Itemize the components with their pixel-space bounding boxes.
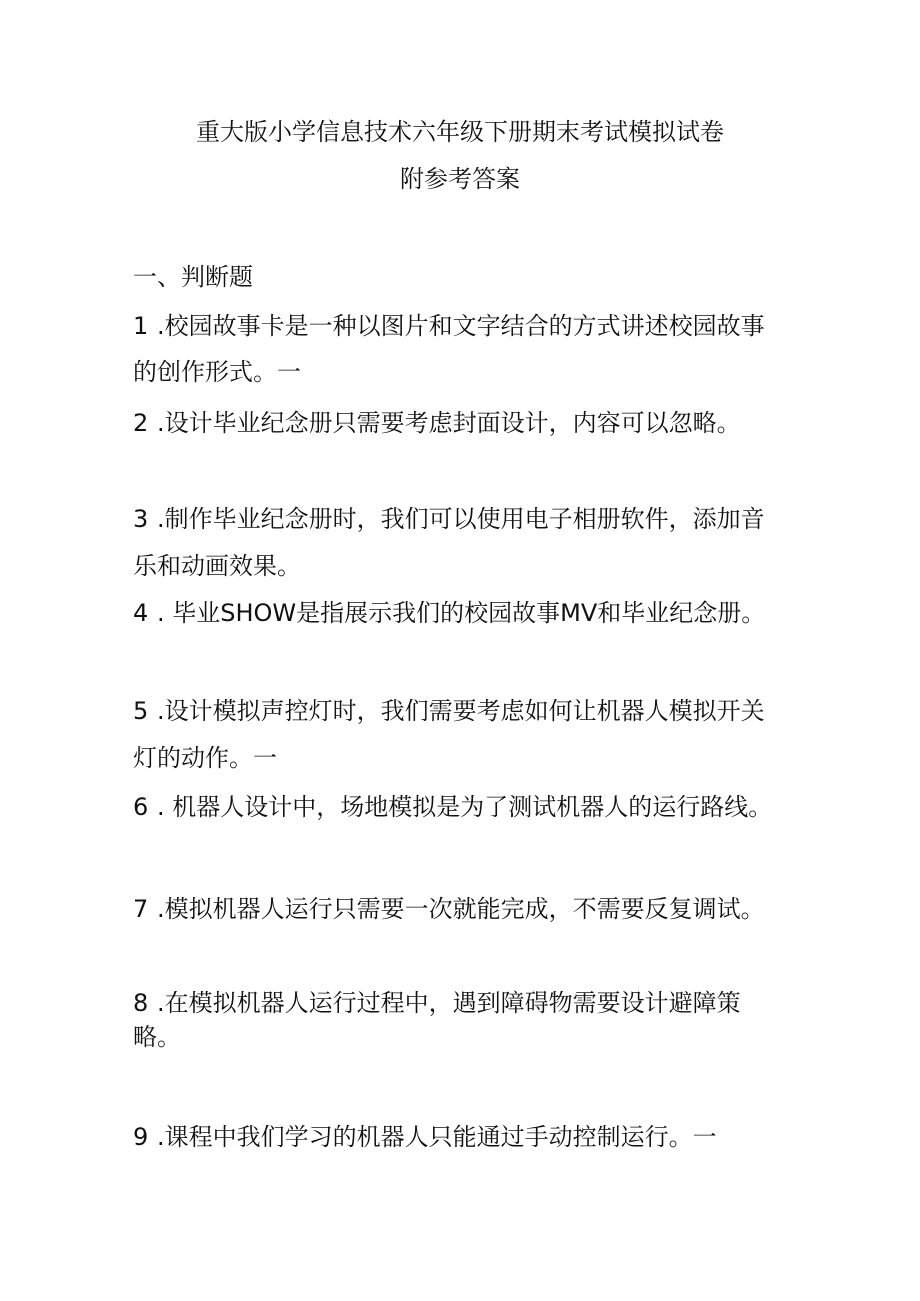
- question-3: [133, 504, 765, 534]
- question-5-continued: 灯的动作。一: [133, 744, 277, 772]
- question-number: 6: [133, 793, 149, 821]
- question-6: [133, 792, 772, 822]
- question-9: [133, 1122, 717, 1152]
- question-number: 1: [133, 312, 149, 340]
- document-title-line1: 重大版小学信息技术六年级下册期末考试模拟试卷: [196, 118, 724, 146]
- question-5: [133, 696, 765, 726]
- question-1: [133, 311, 765, 341]
- question-7: [133, 894, 765, 924]
- document-title-line2: 附参考答案: [400, 165, 520, 193]
- question-8-continued: 略。: [133, 1023, 181, 1051]
- question-number: 4: [133, 599, 149, 627]
- question-number: 5: [133, 697, 149, 725]
- question-number: 3: [133, 505, 149, 533]
- section-heading: 一、判断题: [133, 263, 253, 291]
- question-2: [133, 408, 741, 438]
- question-text: .模拟机器人运行只需要一次就能完成，不需要反复调试。: [157, 895, 765, 923]
- question-3-continued: 乐和动画效果。: [133, 552, 301, 580]
- question-number: 8: [133, 989, 149, 1017]
- question-text: .制作毕业纪念册时，我们可以使用电子相册软件，添加音: [157, 505, 765, 533]
- question-text: .设计模拟声控灯时，我们需要考虑如何让机器人模拟开关: [157, 697, 765, 725]
- question-text: . 机器人设计中，场地模拟是为了测试机器人的运行路线。: [157, 793, 773, 821]
- question-text: .在模拟机器人运行过程中，遇到障碍物需要设计避障策: [157, 989, 741, 1017]
- question-text: .设计毕业纪念册只需要考虑封面设计，内容可以忽略。: [157, 409, 741, 437]
- question-1-continued: 的创作形式。一: [133, 358, 301, 386]
- question-number: 7: [133, 895, 149, 923]
- question-text: .课程中我们学习的机器人只能通过手动控制运行。一: [157, 1123, 717, 1151]
- question-4: [133, 598, 765, 628]
- question-number: 9: [133, 1123, 149, 1151]
- question-number: 2: [133, 409, 149, 437]
- question-text: . 毕业SHOW是指展示我们的校园故事MV和毕业纪念册。: [157, 599, 766, 627]
- question-text: .校园故事卡是一种以图片和文字结合的方式讲述校园故事: [157, 312, 765, 340]
- question-8: [133, 988, 741, 1018]
